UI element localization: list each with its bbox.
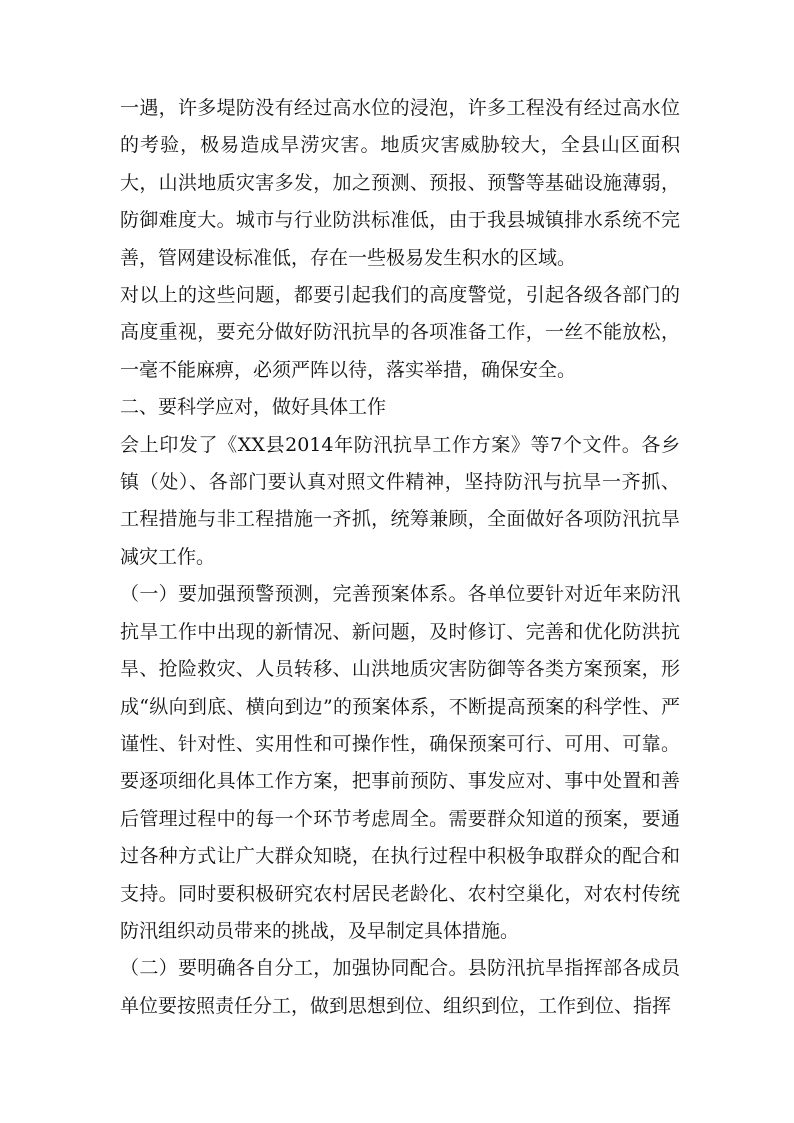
section-heading-2: 二、要科学应对，做好具体工作: [120, 396, 387, 419]
paragraph-item-1-warning: （一）要加强预警预测，完善预案体系。各单位要针对近年来防汛抗旱工作中出现的新情况、新问题，及时修订、完善和优化防洪抗旱、抢险救灾、人员转移、山洪地质灾害防御等各类方案预案，形成“纵向到底、横向到边”的预案体系，不断提高预案的科学性、严谨性、针对性、实用性和可操作性，确保预案可行、可用、可靠。要逐项细化具体工作方案，把事前预防、事发应对、事中处置和善后管理过程中的每一个环节考虑周全。需要群众知道的预案，要通过各种方式让广大群众知晓，在执行过程中积极争取群众的配合和支持。同时要积极研究农村居民老龄化、农村空巢化，对农村传统防汛组织动员带来的挑战，及早制定具体措施。: [120, 583, 680, 942]
paragraph-meeting-documents: 会上印发了《XX县2014年防汛抗旱工作方案》等7个文件。各乡镇（处）、各部门要认真对照文件精神，坚持防汛与抗旱一齐抓、工程措施与非工程措施一齐抓，统筹兼顾，全面做好各项防汛抗旱减灾工作。: [120, 433, 680, 568]
paragraph-item-2-division: （二）要明确各自分工，加强协同配合。县防汛抗旱指挥部各成员单位要按照责任分工，做到思想到位、组织到位，工作到位、指挥: [120, 957, 680, 1017]
document-page: [120, 90, 680, 1025]
paragraph-attention: 对以上的这些问题，都要引起我们的高度警觉，引起各级各部门的高度重视，要充分做好防汛抗旱的各项准备工作，一丝不能放松，一毫不能麻痹，必须严阵以待，落实举措，确保安全。: [120, 284, 680, 381]
paragraph-flood-risks: 一遇，许多堤防没有经过高水位的浸泡，许多工程没有经过高水位的考验，极易造成旱涝灾害。地质灾害威胁较大，全县山区面积大，山洪地质灾害多发，加之预测、预报、预警等基础设施薄弱，防御难度大。城市与行业防洪标准低，由于我县城镇排水系统不完善，管网建设标准低，存在一些极易发生积水的区域。: [120, 97, 680, 269]
